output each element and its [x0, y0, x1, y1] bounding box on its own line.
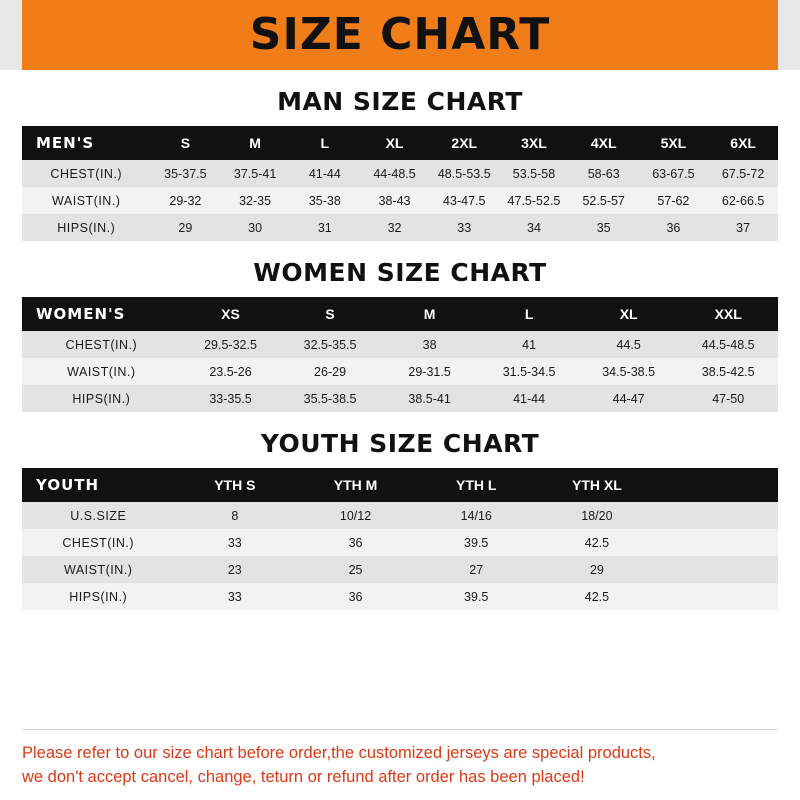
page-title: SIZE CHART — [249, 9, 551, 60]
women-r1-c1: 23.5-26 — [181, 358, 281, 385]
women-size-table — [22, 297, 778, 412]
men-r1-c6: 47.5-52.5 — [499, 187, 569, 214]
women-r0-c4: 41 — [479, 331, 579, 358]
men-r2-c6: 34 — [499, 214, 569, 241]
youth-r3-c3: 39.5 — [416, 583, 537, 610]
women-col-header-1: XS — [181, 297, 281, 331]
table-row — [22, 556, 778, 583]
women-r2-c2: 35.5-38.5 — [280, 385, 380, 412]
table-row — [22, 583, 778, 610]
youth-r0-c2: 10/12 — [295, 502, 416, 529]
youth-r1-c0: CHEST(IN.) — [22, 529, 174, 556]
men-r2-c7: 35 — [569, 214, 639, 241]
youth-r3-c2: 36 — [295, 583, 416, 610]
banner — [0, 0, 800, 70]
youth-r2-c1: 23 — [174, 556, 295, 583]
men-r0-c2: 37.5-41 — [220, 160, 290, 187]
women-r1-c2: 26-29 — [280, 358, 380, 385]
men-r2-c2: 30 — [220, 214, 290, 241]
women-r0-c3: 38 — [380, 331, 480, 358]
men-r1-c2: 32-35 — [220, 187, 290, 214]
youth-section-title: YOUTH SIZE CHART — [260, 429, 540, 458]
men-r1-c9: 62-66.5 — [708, 187, 778, 214]
men-col-header-6: 3XL — [499, 126, 569, 160]
footer-divider — [22, 729, 778, 730]
youth-col-header-2: YTH M — [295, 468, 416, 502]
women-r2-c3: 38.5-41 — [380, 385, 480, 412]
youth-r1-c1: 33 — [174, 529, 295, 556]
youth-r2-c0: WAIST(IN.) — [22, 556, 174, 583]
youth-r1-c4: 42.5 — [537, 529, 658, 556]
footer-note-line2: we don't accept cancel, change, teturn or refund after order has been placed! — [22, 768, 585, 787]
youth-col-header-0: YOUTH — [22, 468, 174, 502]
youth-col-header-1: YTH S — [174, 468, 295, 502]
women-r1-c4: 31.5-34.5 — [479, 358, 579, 385]
table-row — [22, 502, 778, 529]
youth-col-header-3: YTH L — [416, 468, 537, 502]
men-col-header-9: 6XL — [708, 126, 778, 160]
youth-r2-c2: 25 — [295, 556, 416, 583]
table-header-row — [22, 297, 778, 331]
table-row — [22, 187, 778, 214]
women-col-header-2: S — [280, 297, 380, 331]
men-col-header-0: MEN'S — [22, 126, 151, 160]
men-col-header-2: M — [220, 126, 290, 160]
women-r1-c5: 34.5-38.5 — [579, 358, 679, 385]
men-r1-c3: 35-38 — [290, 187, 360, 214]
men-r2-c8: 36 — [639, 214, 709, 241]
men-col-header-7: 4XL — [569, 126, 639, 160]
men-r0-c0: CHEST(IN.) — [22, 160, 151, 187]
youth-col-header-4: YTH XL — [537, 468, 658, 502]
table-row — [22, 529, 778, 556]
youth-r1-c2: 36 — [295, 529, 416, 556]
women-col-header-4: L — [479, 297, 579, 331]
youth-r0-c3: 14/16 — [416, 502, 537, 529]
men-r2-c1: 29 — [151, 214, 221, 241]
men-col-header-5: 2XL — [429, 126, 499, 160]
table-row — [22, 160, 778, 187]
men-col-header-4: XL — [360, 126, 430, 160]
men-r1-c1: 29-32 — [151, 187, 221, 214]
women-r2-c4: 41-44 — [479, 385, 579, 412]
men-r2-c9: 37 — [708, 214, 778, 241]
women-r0-c5: 44.5 — [579, 331, 679, 358]
youth-r3-c4: 42.5 — [537, 583, 658, 610]
table-row — [22, 385, 778, 412]
banner-left-gutter — [0, 0, 22, 70]
youth-r2-c3: 27 — [416, 556, 537, 583]
women-r2-c1: 33-35.5 — [181, 385, 281, 412]
women-r0-c0: CHEST(IN.) — [22, 331, 181, 358]
men-r1-c0: WAIST(IN.) — [22, 187, 151, 214]
men-r0-c6: 53.5-58 — [499, 160, 569, 187]
men-r1-c7: 52.5-57 — [569, 187, 639, 214]
women-r2-c5: 44-47 — [579, 385, 679, 412]
youth-col-header-5 — [657, 468, 778, 502]
men-section-title: MAN SIZE CHART — [277, 87, 523, 116]
men-col-header-3: L — [290, 126, 360, 160]
women-section-title: WOMEN SIZE CHART — [253, 258, 547, 287]
men-col-header-8: 5XL — [639, 126, 709, 160]
men-r2-c4: 32 — [360, 214, 430, 241]
banner-right-gutter — [778, 0, 800, 70]
men-r1-c8: 57-62 — [639, 187, 709, 214]
men-r0-c3: 41-44 — [290, 160, 360, 187]
men-col-header-1: S — [151, 126, 221, 160]
footer-note-line1: Please refer to our size chart before order,the customized jerseys are special products, — [22, 744, 656, 763]
content — [0, 87, 800, 610]
women-r2-c6: 47-50 — [678, 385, 778, 412]
youth-r0-c0: U.S.SIZE — [22, 502, 174, 529]
table-row — [22, 331, 778, 358]
women-r1-c0: WAIST(IN.) — [22, 358, 181, 385]
men-r0-c1: 35-37.5 — [151, 160, 221, 187]
youth-r2-c4: 29 — [537, 556, 658, 583]
table-header-row — [22, 126, 778, 160]
women-r0-c2: 32.5-35.5 — [280, 331, 380, 358]
table-row — [22, 358, 778, 385]
table-row — [22, 214, 778, 241]
men-r2-c5: 33 — [429, 214, 499, 241]
youth-r0-c1: 8 — [174, 502, 295, 529]
women-r1-c3: 29-31.5 — [380, 358, 480, 385]
men-r2-c3: 31 — [290, 214, 360, 241]
women-r0-c1: 29.5-32.5 — [181, 331, 281, 358]
men-r0-c7: 58-63 — [569, 160, 639, 187]
men-r2-c0: HIPS(IN.) — [22, 214, 151, 241]
men-r1-c5: 43-47.5 — [429, 187, 499, 214]
women-col-header-3: M — [380, 297, 480, 331]
women-r2-c0: HIPS(IN.) — [22, 385, 181, 412]
women-col-header-6: XXL — [678, 297, 778, 331]
youth-size-table — [22, 468, 778, 610]
youth-r0-c5 — [657, 502, 778, 529]
youth-r1-c3: 39.5 — [416, 529, 537, 556]
women-r0-c6: 44.5-48.5 — [678, 331, 778, 358]
men-r0-c8: 63-67.5 — [639, 160, 709, 187]
women-r1-c6: 38.5-42.5 — [678, 358, 778, 385]
men-r0-c9: 67.5-72 — [708, 160, 778, 187]
youth-r0-c4: 18/20 — [537, 502, 658, 529]
table-header-row — [22, 468, 778, 502]
men-r0-c4: 44-48.5 — [360, 160, 430, 187]
men-r1-c4: 38-43 — [360, 187, 430, 214]
women-col-header-0: WOMEN'S — [22, 297, 181, 331]
men-r0-c5: 48.5-53.5 — [429, 160, 499, 187]
men-size-table — [22, 126, 778, 241]
youth-r1-c5 — [657, 529, 778, 556]
youth-r3-c1: 33 — [174, 583, 295, 610]
footer-note — [22, 742, 778, 790]
women-col-header-5: XL — [579, 297, 679, 331]
youth-r2-c5 — [657, 556, 778, 583]
youth-r3-c5 — [657, 583, 778, 610]
youth-r3-c0: HIPS(IN.) — [22, 583, 174, 610]
